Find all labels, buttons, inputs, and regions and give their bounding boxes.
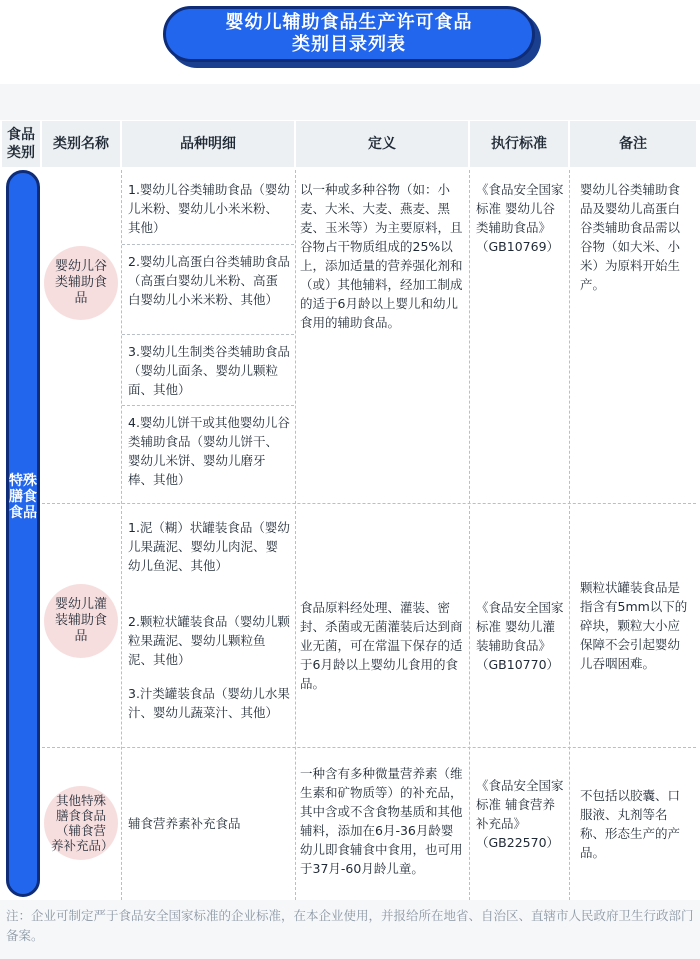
variety-divider [122, 405, 294, 406]
variety-item: 辅食营养素补充食品 [128, 816, 241, 831]
category-name: 婴幼儿灌装辅助食品 [54, 597, 107, 644]
variety-item: 4.婴幼儿饼干或其他婴幼儿谷类辅助食品（婴幼儿饼干、婴幼儿米饼、婴幼儿磨牙棒、其他） [128, 415, 290, 487]
standard-text: 《食品安全国家标准 婴幼儿谷类辅助食品》（GB10769） [476, 182, 564, 254]
variety-item: 3.婴幼儿生制类谷类辅助食品（婴幼儿面条、婴幼儿颗粒面、其他） [128, 344, 290, 397]
variety-item: 2.婴幼儿高蛋白谷类辅助食品（高蛋白婴幼儿米粉、高蛋白婴幼儿小米米粉、其他） [128, 254, 290, 307]
footnote: 注：企业可制定严于食品安全国家标准的企业标准，在本企业使用，并报给所在地省、自治区、直辖市人民政府卫生行政部门备案。 [6, 908, 694, 943]
header-variety [122, 121, 294, 167]
header-category-name [42, 121, 120, 167]
top-band [0, 84, 700, 120]
title-line-1: 婴幼儿辅助食品生产许可食品 [225, 12, 473, 33]
category-name: 婴幼儿谷类辅助食品 [54, 259, 107, 306]
row-divider [42, 503, 696, 504]
remarks-text: 不包括以胶囊、口服液、丸剂等名称、形态生产的产品。 [580, 788, 681, 860]
standard-text: 《食品安全国家标准 婴幼儿灌装辅助食品》（GB10770） [476, 600, 564, 672]
col-divider [295, 170, 296, 900]
row-divider [42, 747, 696, 748]
header-food-category [2, 121, 40, 167]
col-divider [469, 170, 470, 900]
definition-text: 食品原料经处理、灌装、密封、杀菌或无菌灌装后达到商业无菌，可在常温下保存的适于6月龄以上婴幼儿食用的食品。 [300, 600, 463, 691]
standard-text: 《食品安全国家标准 辅食营养补充品》（GB22570） [476, 778, 564, 850]
variety-item: 3.汁类罐装食品（婴幼儿水果汁、婴幼儿蔬菜汁、其他） [128, 686, 290, 720]
col-divider [569, 170, 570, 900]
header-variety-label: 品种明细 [180, 136, 236, 152]
header-food-category-label: 食品类别 [7, 127, 35, 161]
variety-divider [122, 244, 294, 245]
title-banner [163, 6, 541, 68]
variety-item: 1.婴幼儿谷类辅助食品（婴幼儿米粉、婴幼儿小米米粉、其他） [128, 182, 290, 235]
header-remarks-label: 备注 [619, 136, 647, 152]
variety-item: 1.泥（糊）状罐装食品（婴幼儿果蔬泥、婴幼儿肉泥、婴幼儿鱼泥、其他） [128, 520, 290, 573]
header-remarks [570, 121, 696, 167]
header-standard [470, 121, 568, 167]
title-line-2: 类别目录列表 [292, 34, 406, 55]
side-category-label: 特殊膳食食品 [9, 473, 37, 521]
variety-divider [122, 334, 294, 335]
header-standard-label: 执行标准 [491, 136, 547, 152]
variety-item: 2.颗粒状罐装食品（婴幼儿颗粒果蔬泥、婴幼儿颗粒鱼泥、其他） [128, 614, 290, 667]
header-category-name-label: 类别名称 [53, 136, 109, 152]
remarks-text: 颗粒状罐装食品是指含有5mm以下的碎块，颗粒大小应保障不会引起婴幼儿吞咽困难。 [580, 580, 688, 671]
category-circle [44, 246, 118, 320]
category-circle [44, 786, 118, 860]
header-definition [296, 121, 468, 167]
side-category-pill [6, 170, 40, 897]
category-circle [44, 584, 118, 658]
page-title [163, 6, 535, 62]
category-name: 其他特殊膳食食品（辅食营养补充品） [51, 793, 114, 853]
definition-text: 以一种或多种谷物（如：小麦、大米、大麦、燕麦、黑麦、玉米等）为主要原料，且谷物占干物质组成的25%以上，添加适量的营养强化剂和（或）其他辅料，经加工制成的适于6月龄以上婴儿和幼儿食用的辅助食品。 [300, 182, 463, 330]
remarks-text: 婴幼儿谷类辅助食品及婴幼儿高蛋白谷类辅助食品需以谷物（如大米、小米）为原料开始生产。 [580, 182, 681, 292]
definition-text: 一种含有多种微量营养素（维生素和矿物质等）的补充品，其中含或不含食物基质和其他辅料，添加在6月-36月龄婴幼儿即食辅食中食用，也可用于37月-60月龄儿童。 [300, 766, 463, 876]
header-definition-label: 定义 [368, 136, 396, 152]
col-divider [121, 170, 122, 900]
